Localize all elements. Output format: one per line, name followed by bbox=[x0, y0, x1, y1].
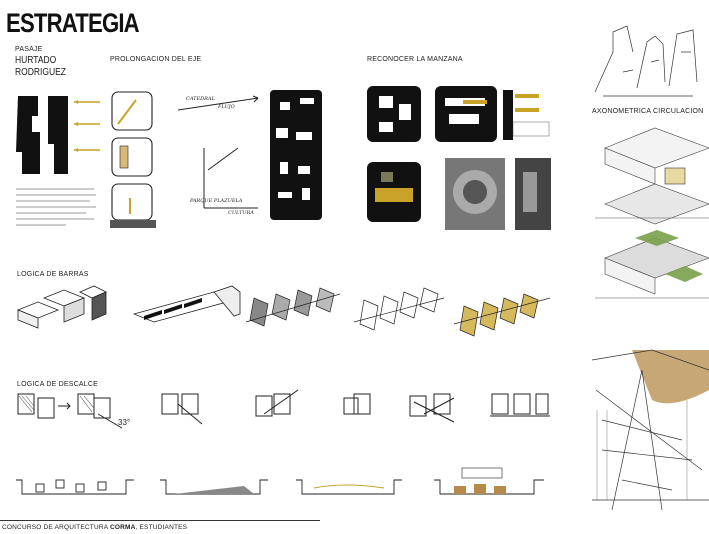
handwritten-lines bbox=[16, 186, 98, 228]
section-descalce-label: LOGICA DE DESCALCE bbox=[17, 381, 99, 388]
barras-diagrams bbox=[14, 284, 554, 344]
street-sketch bbox=[593, 22, 703, 104]
descalce-diagrams bbox=[14, 388, 554, 432]
reconocer-sketches bbox=[365, 82, 555, 232]
axonometrica-drawing bbox=[595, 118, 709, 338]
footer-prefix: CONCURSO DE ARQUITECTURA bbox=[2, 524, 110, 531]
page-title: ESTRATEGIA bbox=[6, 8, 139, 38]
footer-credit bbox=[2, 524, 187, 531]
pasaje-block-plan bbox=[14, 92, 104, 182]
sketch-note-flujo: FLUJO bbox=[218, 104, 235, 110]
sketch-note-catedral: CATEDRAL bbox=[186, 96, 215, 102]
pasaje-name-line-2: RODRIGUEZ bbox=[15, 67, 66, 78]
pasaje-name-line-1: HURTADO bbox=[15, 55, 57, 66]
sketch-note-cultura: CULTURA bbox=[228, 210, 254, 216]
footer-divider bbox=[0, 520, 320, 521]
section-barras-label: LOGICA DE BARRAS bbox=[17, 271, 89, 278]
footer-brand: CORMA bbox=[109, 524, 136, 531]
section-prolongacion-label: PROLONGACION DEL EJE bbox=[110, 56, 202, 63]
angle-label: 33° bbox=[118, 418, 131, 427]
section-axonometrica-label: AXONOMETRICA CIRCULACION bbox=[592, 108, 704, 115]
pasaje-sketch-notes bbox=[16, 186, 98, 229]
section-reconocer-label: RECONOCER LA MANZANA bbox=[367, 56, 463, 63]
pasaje-label: PASAJE bbox=[15, 46, 43, 53]
sketch-note-parque: PARQUE PLAZUELA bbox=[190, 198, 243, 204]
section-strip bbox=[14, 460, 554, 500]
interior-sketch bbox=[592, 350, 709, 510]
pasaje-name bbox=[15, 55, 75, 79]
footer-suffix: , ESTUDIANTES bbox=[135, 524, 188, 531]
